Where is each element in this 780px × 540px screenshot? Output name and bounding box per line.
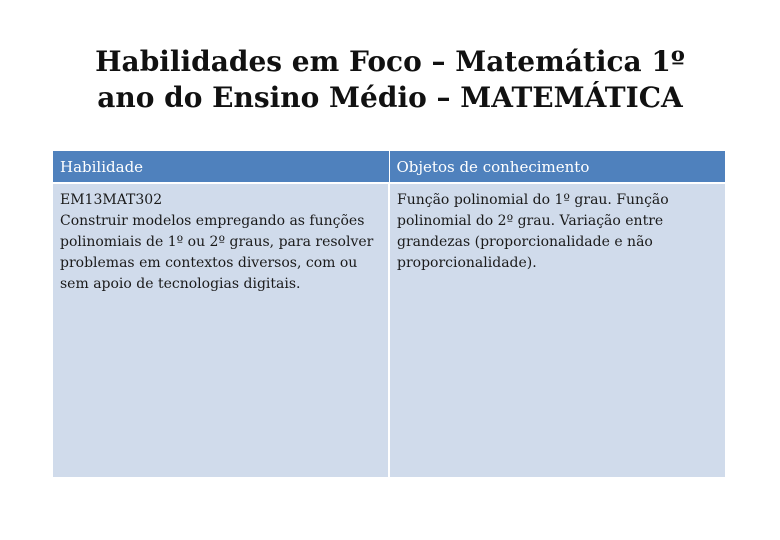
skills-table xyxy=(53,151,725,477)
title-line-1: Habilidades em Foco – Matemática 1º xyxy=(95,45,685,78)
knowledge-objects-text: Função polinomial do 1º grau. Função polinomial do 2º grau. Variação entre grandezas (proporcionalidade e não proporcionalidade). xyxy=(397,192,669,271)
table-row xyxy=(53,183,725,477)
header-skill: Habilidade xyxy=(53,151,389,183)
knowledge-objects-cell xyxy=(389,183,725,477)
skill-description: Construir modelos empregando as funções polinomiais de 1º ou 2º graus, para resolver problemas em contextos diversos, com ou sem apoio de tecnologias digitais. xyxy=(60,213,374,292)
page-title xyxy=(0,44,780,116)
skill-code: EM13MAT302 xyxy=(60,192,163,208)
title-line-2: ano do Ensino Médio – MATEMÁTICA xyxy=(97,81,683,114)
skill-cell xyxy=(53,183,389,477)
header-knowledge-objects: Objetos de conhecimento xyxy=(389,151,725,183)
table-header-row xyxy=(53,151,725,183)
